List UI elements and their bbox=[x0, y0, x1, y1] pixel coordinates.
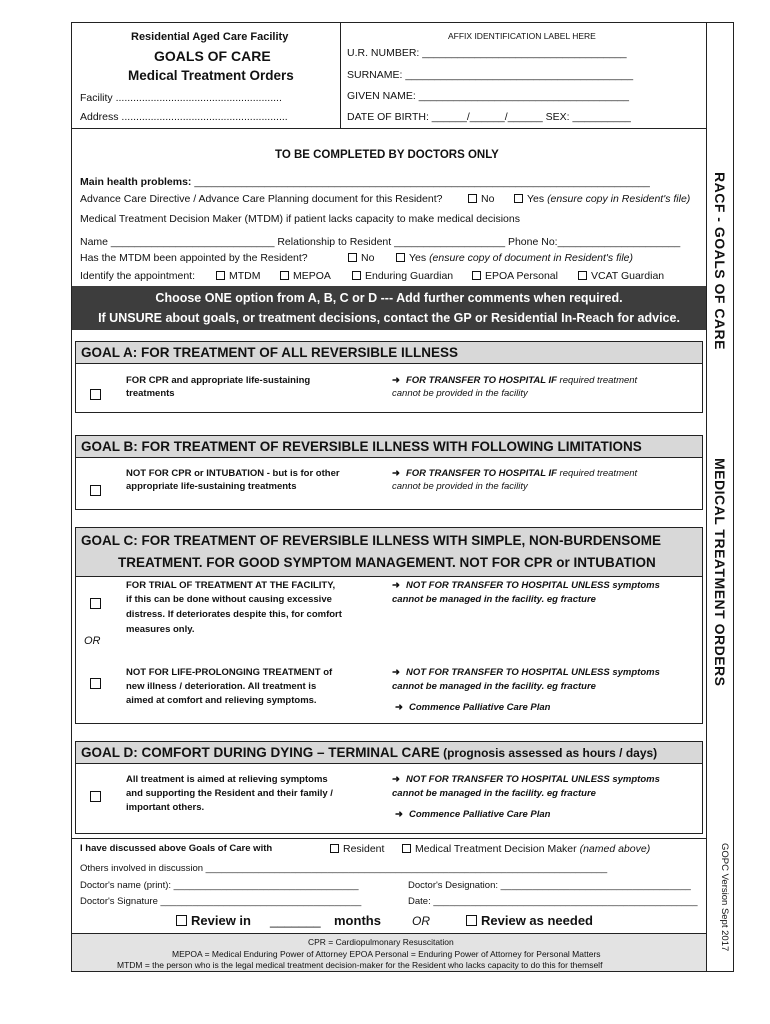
option-enduring-guardian[interactable]: Enduring Guardian bbox=[352, 270, 453, 282]
months-label: months bbox=[334, 913, 381, 928]
goal-d-right-2: cannot be managed in the facility. eg fracture bbox=[392, 788, 596, 799]
option-epoa-personal[interactable]: EPOA Personal bbox=[472, 270, 558, 282]
facility-field[interactable]: Facility ......................................................... bbox=[80, 92, 282, 104]
banner-line-2: If UNSURE about goals, or treatment decisions, contact the GP or Residential In-Reach for advice. bbox=[98, 311, 680, 325]
goal-a-heading: GOAL A: FOR TREATMENT OF ALL REVERSIBLE ILLNESS bbox=[76, 342, 702, 364]
right-arrow-icon: ➜ bbox=[392, 774, 400, 785]
goal-c-opt1-left-1: FOR TRIAL OF TREATMENT AT THE FACILITY, bbox=[126, 580, 336, 591]
checkbox-icon[interactable] bbox=[216, 271, 225, 280]
right-arrow-icon: ➜ bbox=[392, 375, 400, 386]
form-subtitle: Medical Treatment Orders bbox=[128, 68, 294, 83]
signoff-top-rule bbox=[71, 838, 707, 839]
appointed-note: (ensure copy of document in Resident's file) bbox=[429, 252, 634, 264]
identify-label: Identify the appointment: bbox=[80, 270, 195, 282]
goal-c-heading-1: GOAL C: FOR TREATMENT OF REVERSIBLE ILLNESS WITH SIMPLE, NON-BURDENSOME bbox=[81, 533, 662, 548]
review-months-blank[interactable]: _______ bbox=[270, 913, 321, 928]
goal-a-left-2: treatments bbox=[126, 388, 175, 399]
version-label: GOPC Version Sept 2017 bbox=[719, 843, 730, 952]
acd-note: (ensure copy in Resident's file) bbox=[547, 193, 691, 205]
acd-no-option[interactable]: No bbox=[468, 193, 494, 205]
header-divider bbox=[340, 22, 341, 128]
review-or: OR bbox=[412, 914, 430, 928]
checkbox-icon[interactable] bbox=[402, 844, 411, 853]
goal-d-right-3: ➜ Commence Palliative Care Plan bbox=[395, 809, 551, 820]
main-health-row[interactable] bbox=[80, 176, 650, 188]
goal-b-left-1: NOT FOR CPR or INTUBATION - but is for other bbox=[126, 468, 340, 479]
checkbox-icon[interactable] bbox=[176, 915, 187, 926]
right-arrow-icon: ➜ bbox=[392, 468, 400, 479]
side-title-top: RACF - GOALS OF CARE bbox=[712, 172, 728, 350]
goal-d-right-1: ➜ NOT FOR TRANSFER TO HOSPITAL UNLESS symptoms bbox=[392, 774, 660, 785]
checkbox-icon[interactable] bbox=[348, 253, 357, 262]
goal-c-opt2-left-2: new illness / deterioration. All treatment is bbox=[126, 681, 317, 692]
goal-c-opt1-right-2: cannot be managed in the facility. eg fracture bbox=[392, 594, 596, 605]
instruction-banner bbox=[72, 286, 706, 330]
checkbox-icon[interactable] bbox=[90, 598, 101, 609]
affix-label: AFFIX IDENTIFICATION LABEL HERE bbox=[448, 31, 596, 41]
checkbox-icon[interactable] bbox=[468, 194, 477, 203]
given-name-field[interactable]: GIVEN NAME: ____________________________________ bbox=[347, 90, 629, 102]
discussed-resident-option[interactable]: Resident bbox=[330, 843, 384, 855]
mtdm-name-row[interactable]: Name ____________________________ Relationship to Resident ___________________ Phone No:_____________________ bbox=[80, 236, 681, 248]
right-arrow-icon: ➜ bbox=[395, 809, 403, 820]
checkbox-icon[interactable] bbox=[90, 485, 101, 496]
right-arrow-icon: ➜ bbox=[392, 667, 400, 678]
form-title: GOALS OF CARE bbox=[154, 48, 271, 64]
goal-b-heading: GOAL B: FOR TREATMENT OF REVERSIBLE ILLNESS WITH FOLLOWING LIMITATIONS bbox=[76, 436, 702, 458]
header-bottom-rule bbox=[71, 128, 707, 129]
banner-line-1: Choose ONE option from A, B, C or D --- Add further comments when required. bbox=[155, 291, 623, 305]
goal-c-opt2-right-3: ➜ Commence Palliative Care Plan bbox=[395, 702, 551, 713]
main-health-line: ______________________________________________________________________________ bbox=[194, 176, 650, 188]
right-arrow-icon: ➜ bbox=[395, 702, 403, 713]
goal-a-left-1: FOR CPR and appropriate life-sustaining bbox=[126, 375, 311, 386]
goal-c-opt1-left-3: distress. If deteriorates despite this, for comfort bbox=[126, 609, 342, 620]
goal-a-right-1: ➜ FOR TRANSFER TO HOSPITAL IF required treatment bbox=[392, 375, 638, 386]
checkbox-icon[interactable] bbox=[514, 194, 523, 203]
goal-c-opt2-right-1: ➜ NOT FOR TRANSFER TO HOSPITAL UNLESS symptoms bbox=[392, 667, 660, 678]
review-as-needed-option[interactable]: Review as needed bbox=[466, 913, 593, 928]
option-vcat-guardian[interactable]: VCAT Guardian bbox=[578, 270, 664, 282]
dob-field[interactable]: DATE OF BIRTH: ______/______/______ SEX: __________ bbox=[347, 111, 631, 123]
discussed-mtdm-option[interactable]: Medical Treatment Decision Maker (named above) bbox=[402, 843, 650, 855]
right-arrow-icon: ➜ bbox=[392, 580, 400, 591]
goal-d-left-1: All treatment is aimed at relieving symptoms bbox=[126, 774, 328, 785]
doctor-signature-field[interactable]: Doctor's Signature ______________________________________ bbox=[80, 896, 362, 907]
footer-cpr: CPR = Cardiopulmonary Resuscitation bbox=[308, 937, 454, 947]
goal-c-opt1-left-2: if this can be done without causing excessive bbox=[126, 594, 332, 605]
acd-yes-option[interactable]: Yes (ensure copy in Resident's file) bbox=[514, 193, 690, 205]
facility-type: Residential Aged Care Facility bbox=[131, 31, 289, 43]
checkbox-icon[interactable] bbox=[90, 791, 101, 802]
goal-a-right-2: cannot be provided in the facility bbox=[392, 388, 528, 399]
goal-c-or: OR bbox=[84, 635, 101, 647]
discussed-label: I have discussed above Goals of Care with bbox=[80, 843, 273, 854]
checkbox-icon[interactable] bbox=[280, 271, 289, 280]
checkbox-icon[interactable] bbox=[578, 271, 587, 280]
appointed-no-option[interactable]: No bbox=[348, 252, 374, 264]
ur-number-field[interactable]: U.R. NUMBER: ___________________________________ bbox=[347, 47, 627, 59]
footer-mepoa: MEPOA = Medical Enduring Power of Attorney EPOA Personal = Enduring Power of Attorney for Personal Matters bbox=[172, 949, 601, 959]
goal-b-right-1: ➜ FOR TRANSFER TO HOSPITAL IF required treatment bbox=[392, 468, 638, 479]
acd-question: Advance Care Directive / Advance Care Planning document for this Resident? bbox=[80, 193, 443, 205]
mtdm-description: Medical Treatment Decision Maker (MTDM) if patient lacks capacity to make medical decisions bbox=[80, 213, 520, 225]
goal-c-opt1-left-4: measures only. bbox=[126, 624, 195, 635]
footer-mtdm: MTDM = the person who is the legal medical treatment decision-maker for the Resident who lacks capacity to do this for themself bbox=[117, 960, 603, 970]
goal-c-heading-2: TREATMENT. FOR GOOD SYMPTOM MANAGEMENT. NOT FOR CPR or INTUBATION bbox=[118, 555, 656, 570]
mtdm-named-note: (named above) bbox=[576, 843, 651, 855]
side-divider bbox=[706, 22, 707, 972]
goal-c-opt2-left-3: aimed at comfort and relieving symptoms. bbox=[126, 695, 317, 706]
date-field[interactable]: Date: __________________________________________________ bbox=[408, 896, 698, 907]
goal-c-opt1-right-1: ➜ NOT FOR TRANSFER TO HOSPITAL UNLESS symptoms bbox=[392, 580, 660, 591]
goal-c-heading bbox=[76, 528, 702, 577]
review-in-option[interactable]: Review in bbox=[176, 913, 251, 928]
checkbox-icon[interactable] bbox=[472, 271, 481, 280]
goal-b-right-2: cannot be provided in the facility bbox=[392, 481, 528, 492]
goal-d-left-3: important others. bbox=[126, 802, 205, 813]
checkbox-icon[interactable] bbox=[330, 844, 339, 853]
checkbox-icon[interactable] bbox=[352, 271, 361, 280]
checkbox-icon[interactable] bbox=[90, 389, 101, 400]
appointed-yes-option[interactable]: Yes (ensure copy of document in Resident's file) bbox=[396, 252, 633, 264]
option-mtdm[interactable]: MTDM bbox=[216, 270, 261, 282]
appointed-question: Has the MTDM been appointed by the Resident? bbox=[80, 252, 308, 264]
address-field[interactable]: Address ......................................................... bbox=[80, 111, 288, 123]
doctor-name-field[interactable]: Doctor's name (print): ___________________________________ bbox=[80, 880, 359, 891]
surname-field[interactable]: SURNAME: _______________________________________ bbox=[347, 69, 634, 81]
goal-d-left-2: and supporting the Resident and their family / bbox=[126, 788, 333, 799]
checkbox-icon[interactable] bbox=[466, 915, 477, 926]
side-title-middle: MEDICAL TREATMENT ORDERS bbox=[712, 458, 728, 687]
goal-c-opt2-left-1: NOT FOR LIFE-PROLONGING TREATMENT of bbox=[126, 667, 333, 678]
goal-c-opt2-right-2: cannot be managed in the facility. eg fracture bbox=[392, 681, 596, 692]
main-health-label: Main health problems: bbox=[80, 176, 192, 188]
checkbox-icon[interactable] bbox=[90, 678, 101, 689]
others-field[interactable]: Others involved in discussion ____________________________________________________________________________ bbox=[80, 863, 608, 874]
checkbox-icon[interactable] bbox=[396, 253, 405, 262]
doctors-heading: TO BE COMPLETED BY DOCTORS ONLY bbox=[275, 149, 499, 161]
option-mepoa[interactable]: MEPOA bbox=[280, 270, 331, 282]
footer-top-rule bbox=[71, 933, 707, 934]
goal-b-left-2: appropriate life-sustaining treatments bbox=[126, 481, 297, 492]
goal-d-heading: GOAL D: COMFORT DURING DYING – TERMINAL CARE (prognosis assessed as hours / days) bbox=[76, 742, 702, 764]
doctor-designation-field[interactable]: Doctor's Designation: ____________________________________ bbox=[408, 880, 691, 891]
